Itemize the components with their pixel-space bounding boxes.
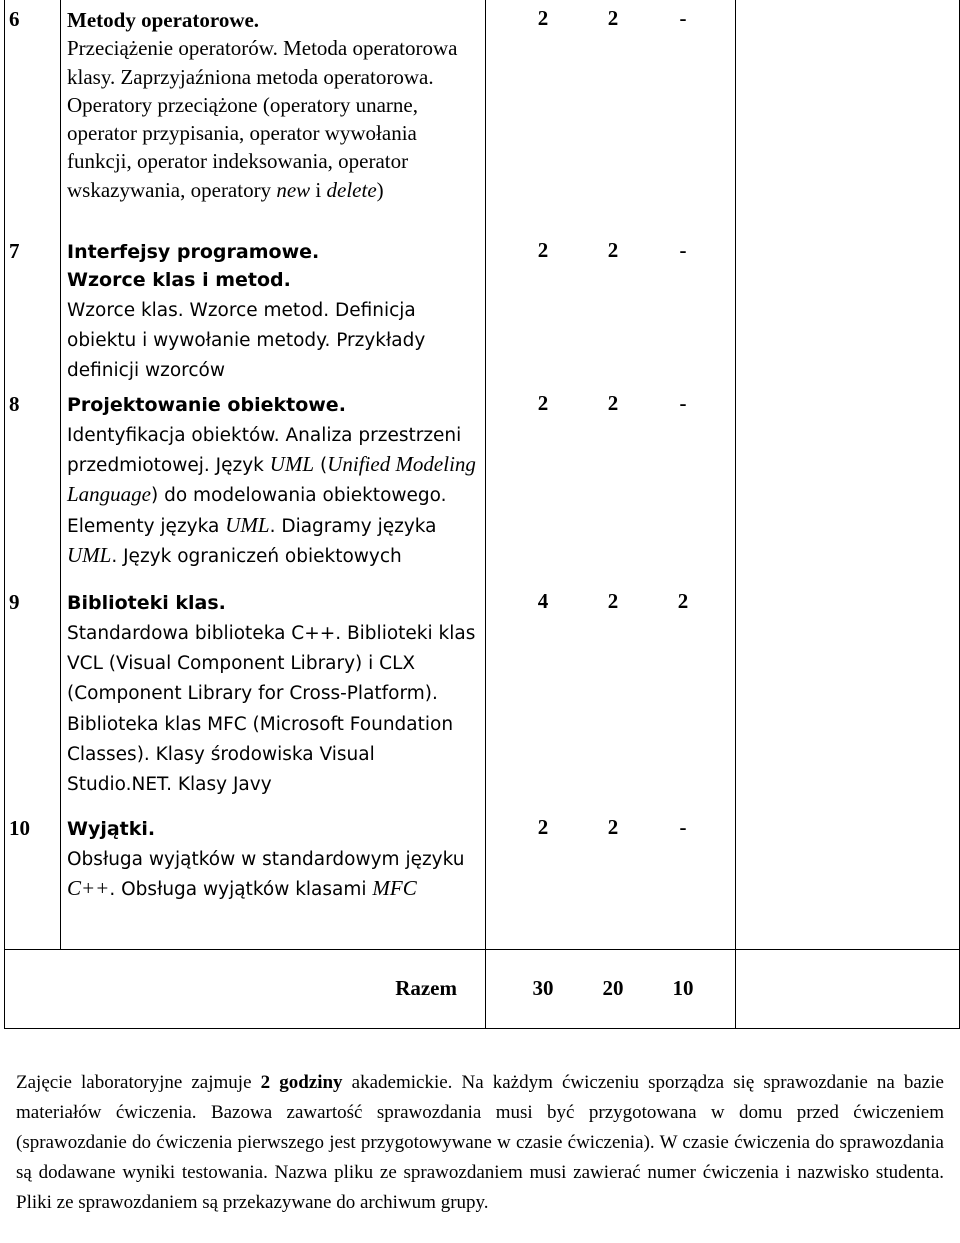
total-row xyxy=(5,949,960,1028)
topic-hours: 2 2 - xyxy=(486,385,736,583)
topic-body: Identyfikacja obiektów. Analiza przestrzeni przedmiotowej. Język UML (Unified Modeling Language) do modelowania obiektowego. Elementy języka UML. Diagramy języka UML. Język ograniczeń obiektowych xyxy=(67,424,476,567)
empty-cell xyxy=(736,232,960,385)
table-row xyxy=(5,232,960,385)
topic-number: 9 xyxy=(5,583,61,809)
topic-title: Biblioteki klas. xyxy=(67,592,226,615)
empty-cell xyxy=(736,809,960,949)
topic-hours: 2 2 - xyxy=(486,0,736,232)
lab-note-paragraph: Zajęcie laboratoryjne zajmuje 2 godziny akademickie. Na każdym ćwiczeniu sporządza się sprawozdanie na bazie materiałów ćwiczenia. Bazowa zawartość sprawozdania musi być przygotowana w domu przed ćwiczeniem (sprawozdanie do ćwiczenia pierwszego jest przygotowywane w czasie ćwiczenia). W czasie ćwiczenia do sprawozdania są dodawane wyniki testowania. Nazwa pliku ze sprawozdaniem musi zawierać numer ćwiczenia i nazwisko studenta. Pliki ze sprawozdaniem są przekazywane do archiwum grupy. xyxy=(16,1072,944,1213)
topic-hours: 2 2 - xyxy=(486,809,736,949)
topic-number: 8 xyxy=(5,385,61,583)
total-values: 30 20 10 xyxy=(486,949,736,1028)
topic-hours: 4 2 2 xyxy=(486,583,736,809)
syllabus-table xyxy=(4,0,960,1029)
topic-description xyxy=(61,0,486,232)
topic-title: Metody operatorowe. xyxy=(67,8,260,32)
empty-cell xyxy=(736,0,960,232)
topic-hours: 2 2 - xyxy=(486,232,736,385)
topic-body: Wzorce klas. Wzorce metod. Definicja obiektu i wywołanie metody. Przykłady definicji wzorców xyxy=(67,299,426,382)
topic-body: Standardowa biblioteka C++. Biblioteki klas VCL (Visual Component Library) i CLX (Component Library for Cross-Platform). Biblioteka klas MFC (Microsoft Foundation Classes). Klasy środowiska Visual Studio.NET. Klasy Javy xyxy=(67,622,476,796)
empty-cell xyxy=(736,385,960,583)
table-row xyxy=(5,0,960,232)
table-row xyxy=(5,809,960,949)
empty-cell xyxy=(736,583,960,809)
topic-title: Projektowanie obiektowe. xyxy=(67,394,346,417)
topic-number: 7 xyxy=(5,232,61,385)
topic-description xyxy=(61,232,486,385)
topic-description xyxy=(61,385,486,583)
topic-title: Interfejsy programowe. xyxy=(67,241,320,263)
topic-body: Obsługa wyjątków w standardowym języku C++. Obsługa wyjątków klasami MFC xyxy=(67,848,465,901)
topic-title: Wyjątki. xyxy=(67,818,156,841)
table-row xyxy=(5,583,960,809)
topic-description xyxy=(61,583,486,809)
topic-subtitle: Wzorce klas i metod. xyxy=(67,269,291,292)
topic-body: Przeciążenie operatorów. Metoda operatorowa klasy. Zaprzyjaźniona metoda operatorowa. Operatory przeciążone (operatory unarne, operator przypisania, operator wywołania funkcji, operator indeksowania, operator wskazywania, operatory new i delete) xyxy=(67,36,458,202)
total-label: Razem xyxy=(5,949,486,1028)
document-page xyxy=(4,0,960,1213)
topic-number: 10 xyxy=(5,809,61,949)
table-row xyxy=(5,385,960,583)
topic-description xyxy=(61,809,486,949)
empty-cell xyxy=(736,949,960,1028)
topic-number: 6 xyxy=(5,0,61,232)
